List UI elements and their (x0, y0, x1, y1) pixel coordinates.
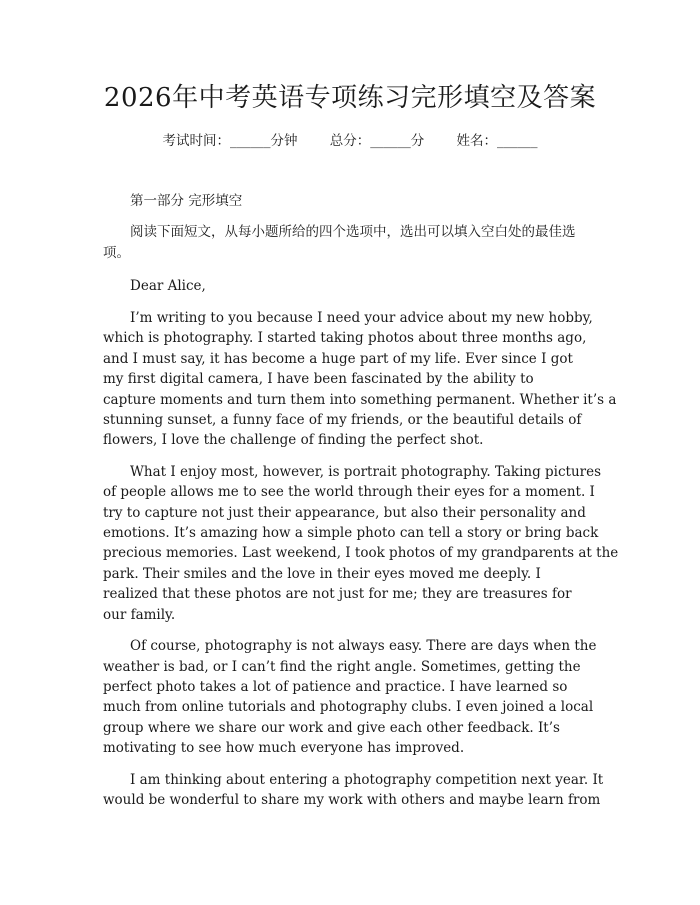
text-line: emotions. It’s amazing how a simple photo can tell a story or bring back (103, 525, 599, 542)
text-line: which is photography. I started taking photos about three months ago, (103, 330, 587, 347)
letter-greeting: Dear Alice, (130, 278, 206, 294)
instruction-line: 阅读下面短文，从每小题所给的四个选项中，选出可以填入空白处的最佳选 (130, 224, 576, 240)
text-line: precious memories. Last weekend, I took photos of my grandparents at the (103, 545, 619, 562)
text-line: park. Their smiles and the love in their eyes moved me deeply. I (103, 565, 541, 582)
section-heading: 第一部分 完形填空 (130, 193, 243, 209)
text-line: perfect photo takes a lot of patience and practice. I have learned so (103, 678, 568, 695)
page-title: 2026年中考英语专项练习完形填空及答案 (103, 83, 597, 113)
text-line: realized that these photos are not just for me; they are treasures for (103, 586, 572, 603)
instruction-line: 项。 (103, 245, 130, 261)
text-line: Of course, photography is not always easy. There are days when the (130, 638, 597, 655)
text-line: and I must say, it has become a huge part of my life. Ever since I got (103, 350, 573, 367)
document-body (103, 222, 619, 821)
exam-time-field: 考试时间：______分钟 (162, 133, 298, 149)
text-line: our family. (103, 606, 176, 623)
text-line: I am thinking about entering a photography competition next year. It (130, 771, 604, 788)
text-line: capture moments and turn them into something permanent. Whether it’s a (103, 391, 617, 408)
text-line: much from online tutorials and photography clubs. I even joined a local (103, 699, 594, 716)
letter-paragraph-2 (103, 462, 619, 625)
letter-paragraph-1 (103, 308, 617, 451)
text-line: flowers, I love the challenge of finding the perfect shot. (103, 432, 484, 449)
text-line: stunning sunset, a funny face of my friends, or the beautiful details of (103, 412, 582, 429)
total-score-field: 总分：______分 (329, 133, 425, 149)
text-line: try to capture not just their appearance, but also their personality and (103, 504, 586, 521)
instruction-paragraph (103, 222, 603, 264)
text-line: group where we share our work and give each other feedback. It’s (103, 719, 560, 736)
text-line: would be wonderful to share my work with others and maybe learn from (103, 791, 601, 808)
letter-paragraph-4 (103, 770, 603, 811)
text-line: motivating to see how much everyone has improved. (103, 740, 465, 757)
text-line: What I enjoy most, however, is portrait photography. Taking pictures (130, 463, 602, 480)
exam-info-line (0, 130, 700, 152)
text-line: I’m writing to you because I need your advice about my new hobby, (130, 310, 593, 326)
text-line: of people allows me to see the world through their eyes for a moment. I (103, 484, 595, 501)
letter-paragraph-3 (103, 636, 603, 758)
text-line: my first digital camera, I have been fascinated by the ability to (103, 371, 534, 388)
text-line: weather is bad, or I can’t find the right angle. Sometimes, getting the (103, 658, 581, 675)
student-name-field: 姓名：______ (456, 133, 538, 149)
